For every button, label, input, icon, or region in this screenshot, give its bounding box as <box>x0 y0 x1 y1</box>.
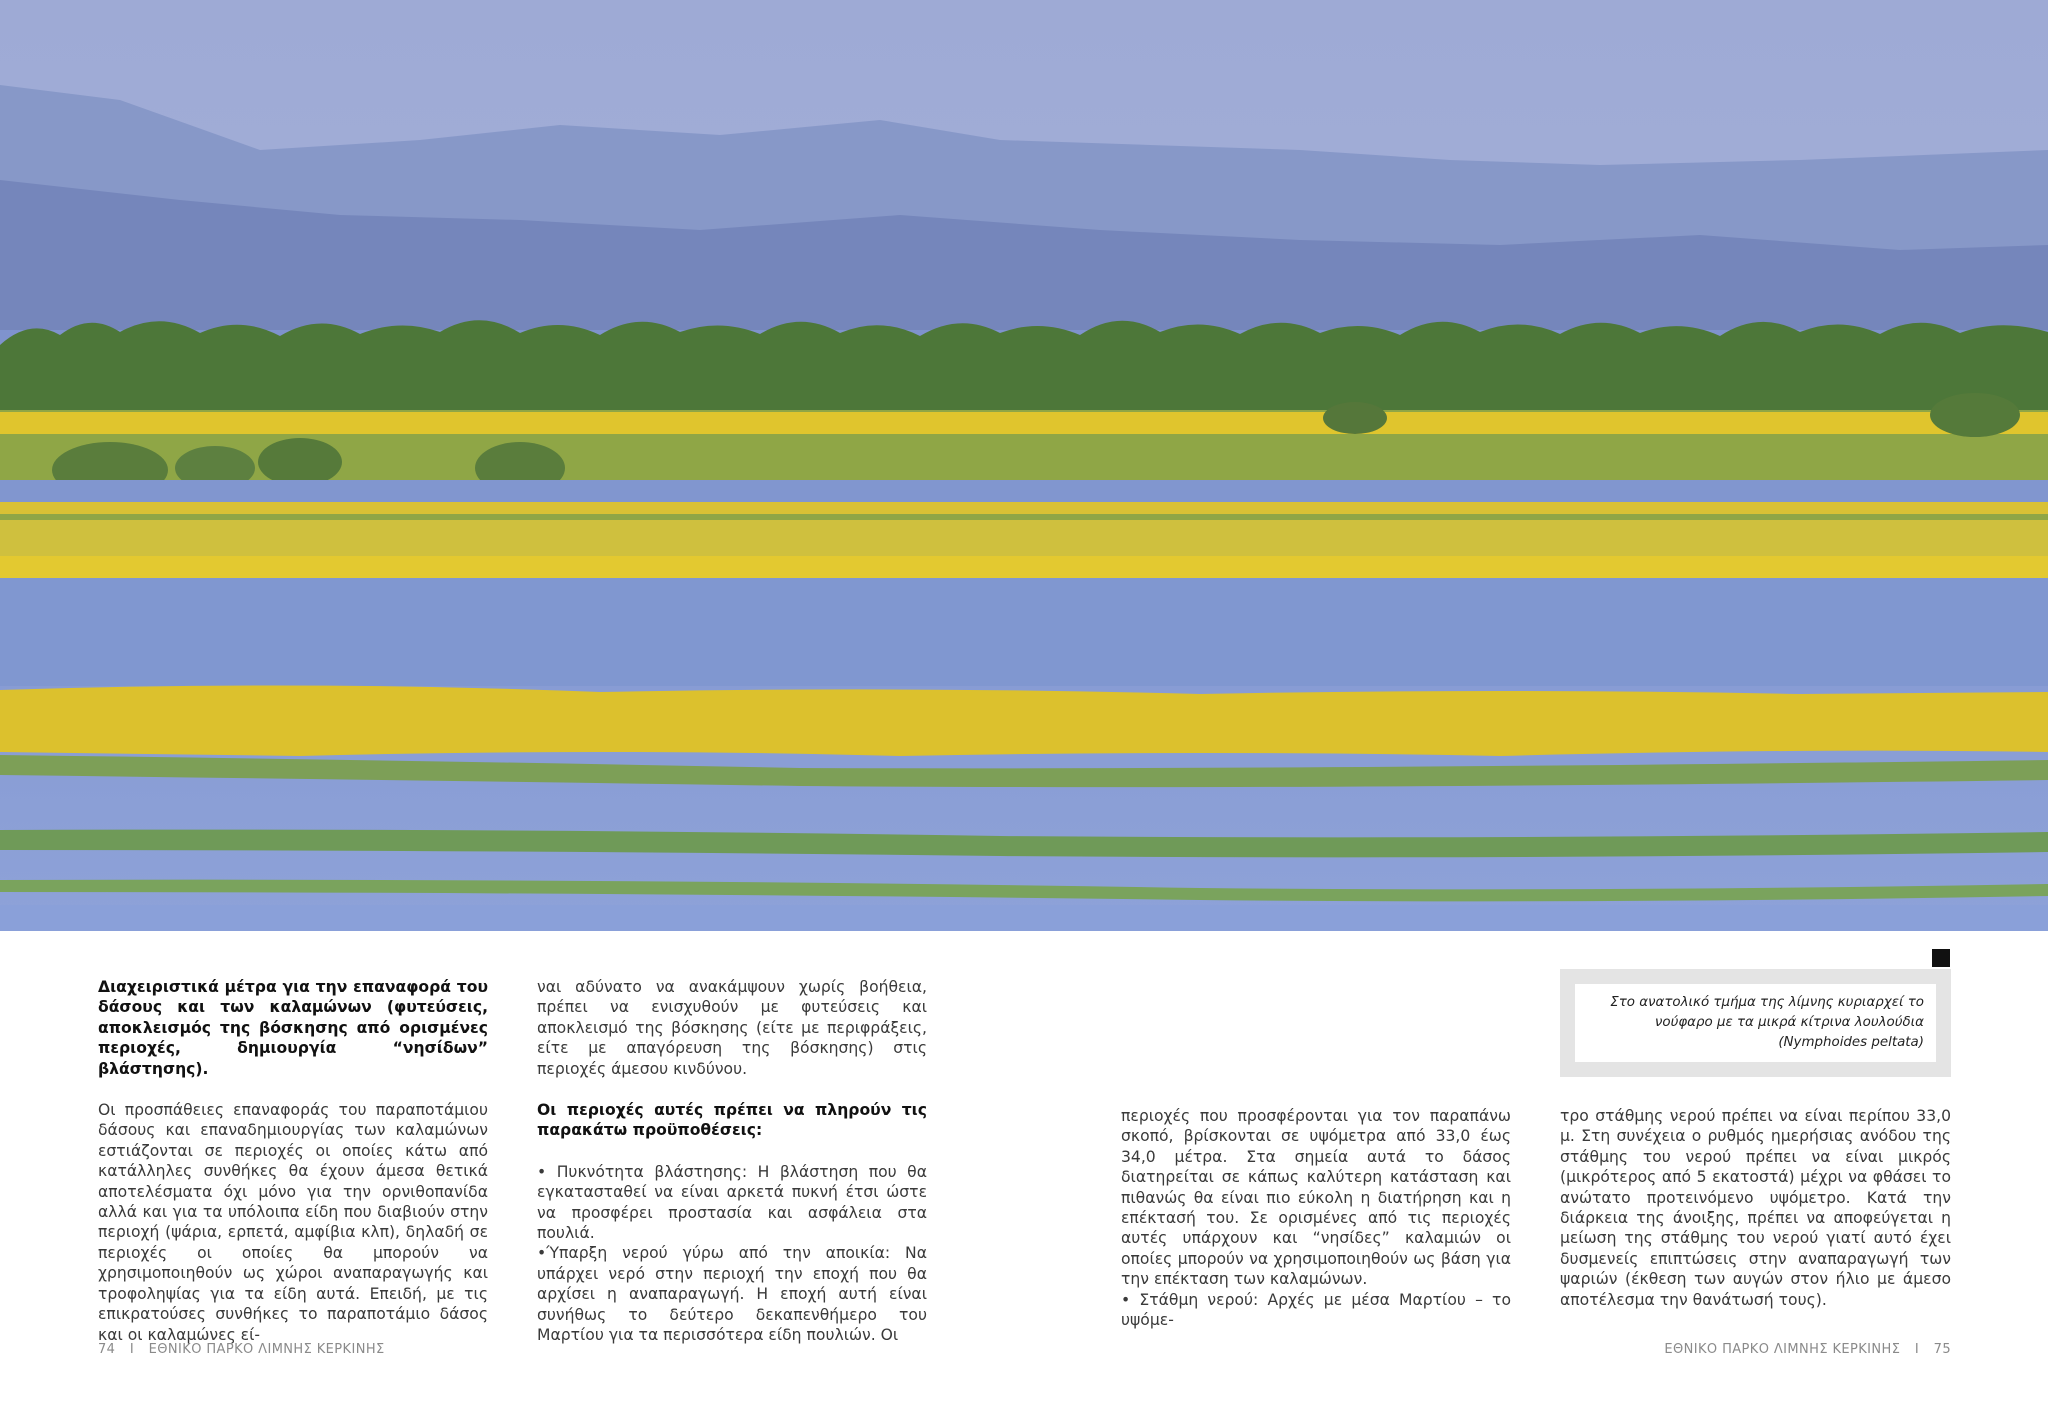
flower-band-5 <box>0 685 2048 756</box>
section-heading: Διαχειριστικά μέτρα για την επαναφορά του δάσους και των καλαμώνων (φυτεύσεις, αποκλεισμός της βόσκησης από ορισμένες περιοχές, δημιουργία “νησίδων” βλάστησης). <box>98 978 488 1078</box>
body-paragraph: Οι προσπάθειες επαναφοράς του παραποτάμιου δάσους και επαναδημιουργίας των καλαμώνων εστιάζονται σε περιοχές οι οποίες κάτω από κατάλληλες συνθήκες θα έχουν άμεσα θετικά αποτελέσματα όχι μόνο για την ορνιθοπανίδα αλλά και για τα υπόλοιπα είδη που διαβιούν στην περιοχή (ψάρια, ερπετά, αμφίβια κλπ), δηλαδή σε περιοχές οι οποίες θα μπορούν να χρησιμοποιηθούν ως χώροι αναπαραγωγής και τροφοληψίας για τα είδη αυτά. Επειδή, με τις επικρατούσες συνθήκες το παραποτάμιο δάσος και οι καλαμώνες εί- <box>98 1101 488 1344</box>
water-channel <box>0 480 2048 502</box>
bullet-item: • Πυκνότητα βλάστησης: Η βλάστηση που θα εγκατασταθεί να είναι αρκετά πυκνή έτσι ώστε να προσφέρει προστασία και ασφάλεια στα πουλιά. <box>537 1162 927 1243</box>
flower-band-1 <box>0 412 2048 434</box>
shrub-cluster <box>258 438 342 486</box>
footer-separator: I <box>1914 1342 1920 1357</box>
shrub-cluster <box>1930 393 2020 437</box>
flower-band-4 <box>0 556 2048 578</box>
footer-title: ΕΘΝΙΚΟ ΠΑΡΚΟ ΛΙΜΝΗΣ ΚΕΡΚΙΝΗΣ <box>1664 1342 1901 1357</box>
right-column-2 <box>1560 1106 1951 1310</box>
footer-separator: I <box>129 1342 135 1357</box>
body-paragraph: ναι αδύνατο να ανακάμψουν χωρίς βοήθεια, πρέπει να ενισχυθούν με φυτεύσεις και αποκλεισμό της βόσκησης (είτε με περιφράξεις, είτε με απαγόρευση της βόσκησης) στις περιοχές άμεσου κινδύνου. <box>537 978 927 1078</box>
right-column-1 <box>1121 1106 1511 1330</box>
water-reflection <box>0 905 2048 931</box>
photo-caption-box <box>1575 984 1936 1062</box>
decorative-square <box>1932 949 1950 967</box>
page-number: 74 <box>98 1342 116 1357</box>
page-number: 75 <box>1933 1342 1951 1357</box>
water-channel <box>0 578 2048 686</box>
bullet-item: •Ύπαρξη νερού γύρω από την αποικία: Να υπάρχει νερό στην περιοχή την εποχή που θα αρχίσει η αναπαραγωγή. Η εποχή αυτή είναι συνήθως το δεύτερο δεκαπενθήμερο του Μαρτίου για τα περισσότερα είδη πουλιών. Οι <box>537 1244 927 1345</box>
left-page-footer <box>98 1342 385 1357</box>
bullet-item: • Στάθμη νερού: Αρχές με μέσα Μαρτίου – το υψόμε- <box>1121 1290 1511 1330</box>
photo-caption: Στο ανατολικό τμήμα της λίμνης κυριαρχεί το νούφαρο με τα μικρά κίτρινα λουλούδια (Nymphoides peltata) <box>1610 995 1924 1050</box>
left-column-2 <box>537 977 927 1346</box>
left-column-1 <box>98 977 488 1345</box>
section-heading: Οι περιοχές αυτές πρέπει να πληρούν τις παρακάτω προϋποθέσεις: <box>537 1101 927 1140</box>
right-page-footer <box>1664 1342 1951 1357</box>
footer-title: ΕΘΝΙΚΟ ΠΑΡΚΟ ΛΙΜΝΗΣ ΚΕΡΚΙΝΗΣ <box>148 1342 385 1357</box>
tree-line <box>0 320 2048 425</box>
shrub-cluster <box>1323 402 1387 434</box>
body-paragraph: περιοχές που προσφέρονται για τον παραπάνω σκοπό, βρίσκονται σε υψόμετρα από 33,0 έως 34,0 μέτρα. Στα σημεία αυτά το δάσος διατηρείται σε κάπως καλύτερη κατάσταση και πιθανώς θα είναι πιο εύκολη η διατήρηση και η επέκτασή του. Σε ορισμένες από τις περιοχές αυτές υπάρχουν και “νησίδες” καλαμιών οι οποίες μπορούν να χρησιμοποιηθούν ως βάση για την επέκταση των καλαμώνων. <box>1121 1107 1511 1289</box>
body-paragraph: τρο στάθμης νερού πρέπει να είναι περίπου 33,0 μ. Στη συνέχεια ο ρυθμός ημερήσιας ανόδου της στάθμης του νερού πρέπει να είναι μικρός (μικρότερος από 5 εκατοστά) μέχρι να φθάσει το ανώτατο προτεινόμενο υψόμετρο. Κατά την διάρκεια της άνοιξης, πρέπει να αποφεύγεται η μείωση της στάθμης του νερού γιατί αυτό έχει δυσμενείς επιπτώσεις στην αναπαραγωγή των ψαριών (έκθεση των αυγών στον ήλιο με άμεσο αποτέλεσμα την θανάτωσή τους). <box>1560 1107 1951 1309</box>
